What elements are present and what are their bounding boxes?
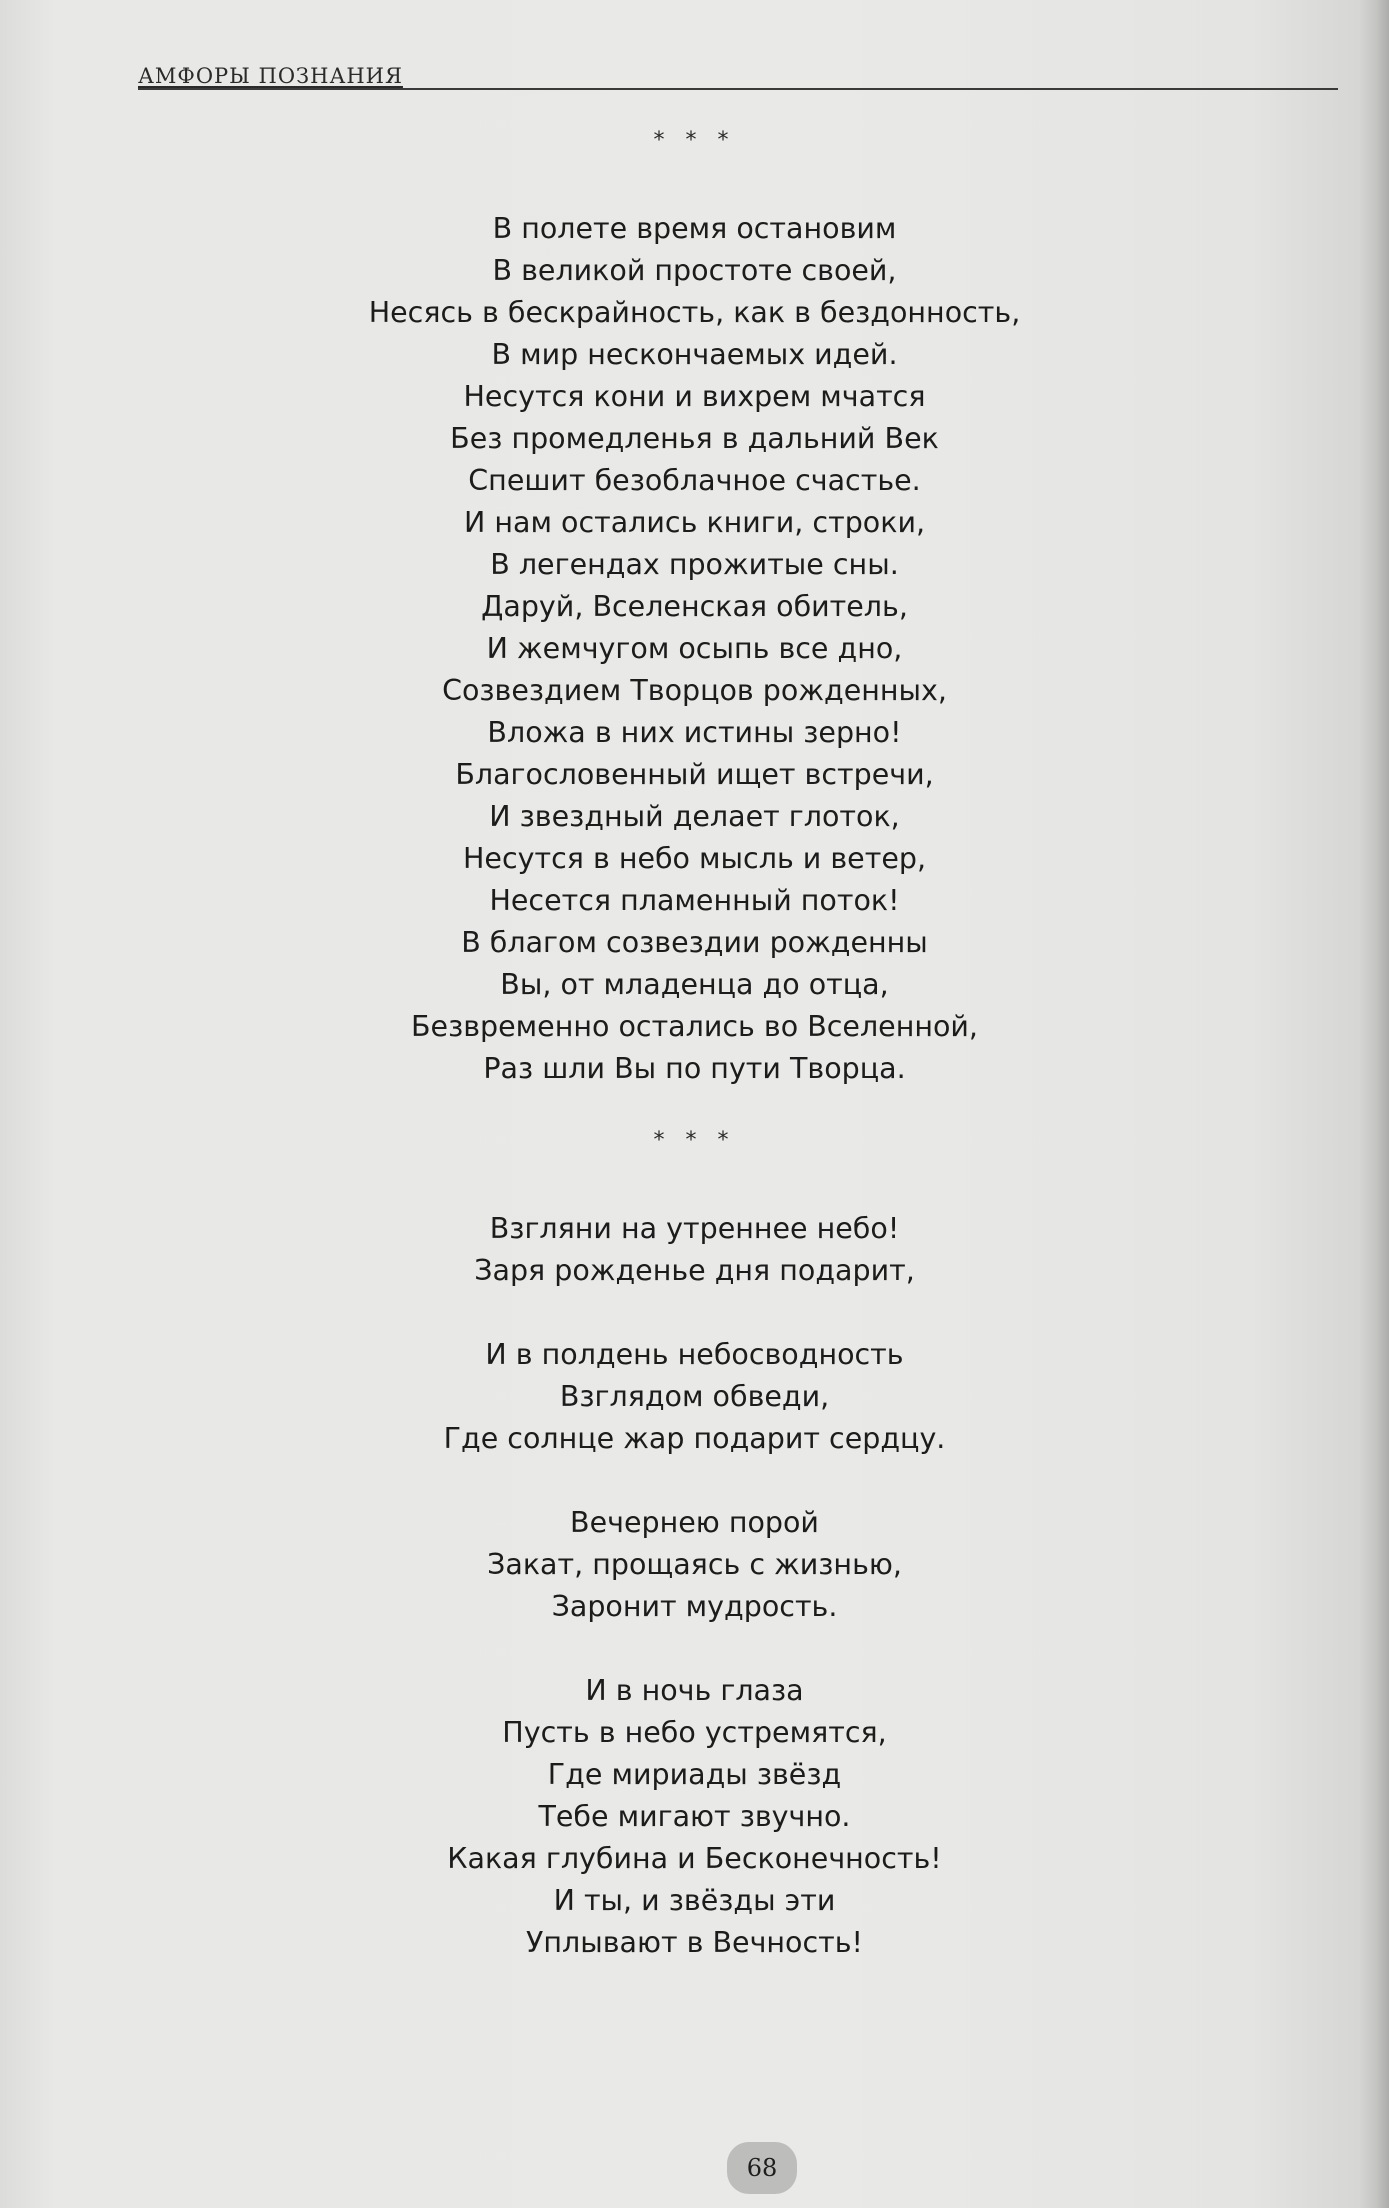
poem-line: Несется пламенный поток! [489, 884, 900, 917]
poem-line: В великой простоте своей, [492, 254, 897, 287]
stanza-break [0, 1628, 1389, 1670]
poem-line: Спешит безоблачное счастье. [468, 464, 921, 497]
poem-line: Где солнце жар подарит сердцу. [443, 1422, 946, 1455]
poem-line: Безвременно остались во Вселенной, [411, 1010, 978, 1043]
poem-line: Заря рожденье дня подарит, [474, 1254, 915, 1287]
poem-line: Вечернею порой [570, 1506, 819, 1539]
poem-line: В мир нескончаемых идей. [491, 338, 898, 371]
poem-line: Взглядом обведи, [559, 1380, 830, 1413]
poem-line: Вы, от младенца до отца, [500, 968, 889, 1001]
poem-line: Какая глубина и Бесконечность! [447, 1842, 942, 1875]
poem-line: Взгляни на утреннее небо! [489, 1212, 900, 1245]
poem-first [0, 208, 1389, 1090]
poem-line: Где мириады звёзд [547, 1758, 842, 1791]
poem-line: И в полдень небосводность [485, 1338, 904, 1371]
poem-line: Вложа в них истины зерно! [487, 716, 902, 749]
poem-line: Тебе мигают звучно. [538, 1800, 851, 1833]
stanza-break [0, 1292, 1389, 1334]
poem-line: И жемчугом осыпь все дно, [486, 632, 903, 665]
poem-line: Созвездием Творцов рожденных, [442, 674, 947, 707]
poem-line: Раз шли Вы по пути Творца. [483, 1052, 906, 1085]
poem-line: В полете время остановим [492, 212, 897, 245]
poem-line: Благословенный ищет встречи, [455, 758, 934, 791]
poem-line: Пусть в небо устремятся, [502, 1716, 887, 1749]
poem-line: В благом созвездии рожденны [461, 926, 928, 959]
poem-line: И в ночь глаза [585, 1674, 804, 1707]
poem-line: Несутся в небо мысль и ветер, [462, 842, 926, 875]
poem-line: Несясь в бескрайность, как в бездонность, [368, 296, 1021, 329]
poem-line: Уплывают в Вечность! [526, 1926, 863, 1959]
poem-line: В легендах прожитые сны. [490, 548, 899, 581]
header-rule [138, 88, 1338, 90]
stanza-break [0, 1460, 1389, 1502]
section-separator: * * * [653, 1128, 736, 1153]
poem-line: Без промедленья в дальний Век [450, 422, 939, 455]
running-head: АМФОРЫ ПОЗНАНИЯ [138, 64, 403, 88]
poem-line: Даруй, Вселенская обитель, [481, 590, 908, 623]
poem-second [0, 1208, 1389, 1964]
poem-line: И звездный делает глоток, [489, 800, 900, 833]
page-number: 68 [727, 2142, 797, 2194]
poem-line: И ты, и звёзды эти [553, 1884, 836, 1917]
poem-line: Заронит мудрость. [551, 1590, 838, 1623]
poem-line: Несутся кони и вихрем мчатся [463, 380, 926, 413]
poem-line: Закат, прощаясь с жизнью, [487, 1548, 902, 1581]
poem-line: И нам остались книги, строки, [463, 506, 926, 539]
section-separator: * * * [653, 128, 736, 153]
